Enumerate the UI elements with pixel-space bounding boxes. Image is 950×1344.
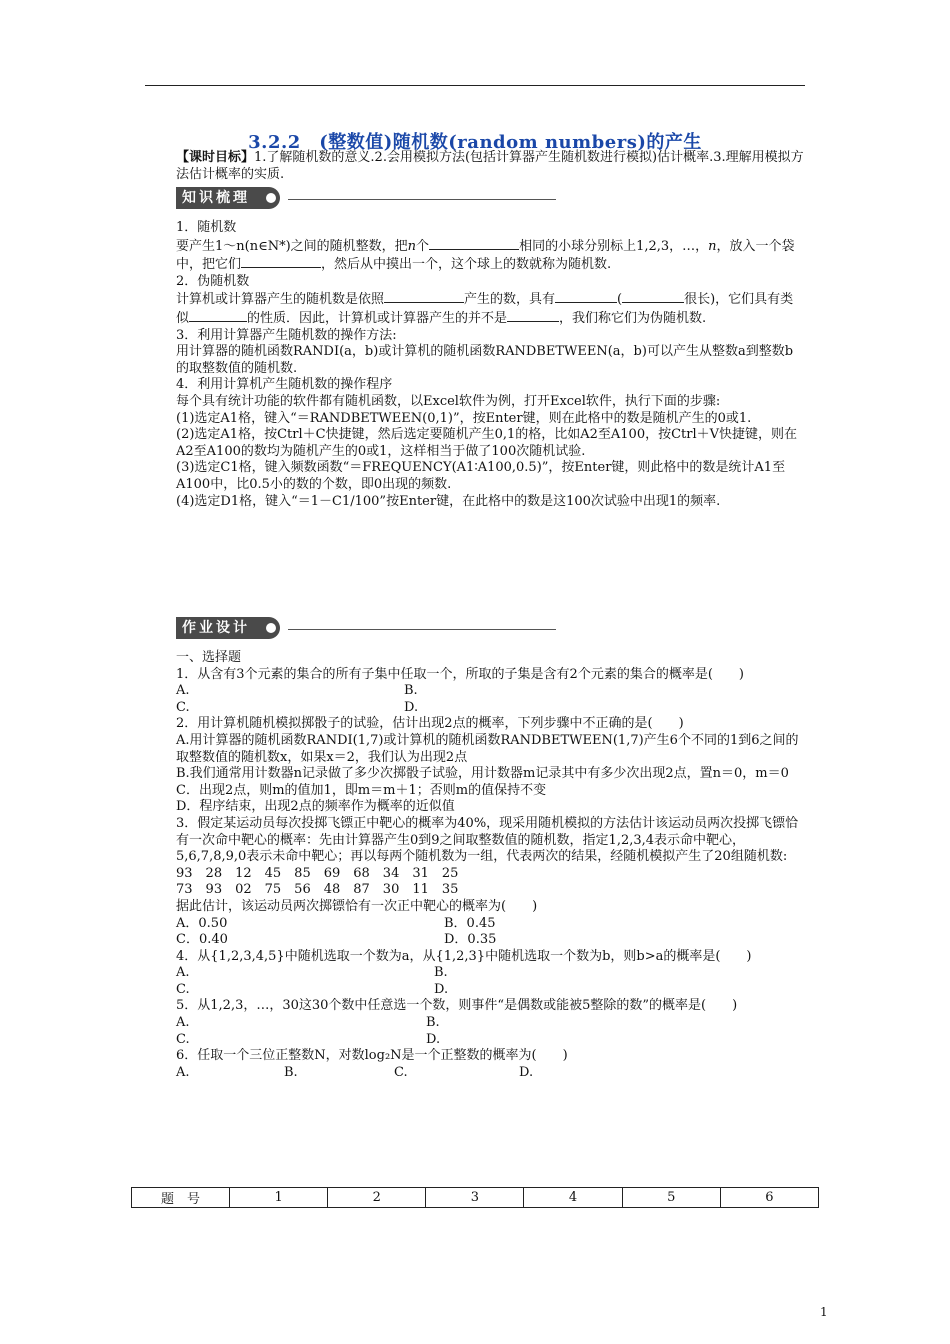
random-numbers-row-2: 73 93 02 75 56 48 87 30 11 35 [176,882,459,898]
part-heading: 一、选择题 [176,650,242,665]
question-4-options-ab: A. B. [176,965,448,981]
question-5: 5．从1,2,3，…，30这30个数中任意选一个数，则事件“是偶数或能被5整除的数”的概率是( ) [176,998,738,1014]
question-2-option-b: B.我们通常用计数器n记录做了多少次掷骰子试验，用计数器m记录其中有多少次出现2点，置n＝0，m＝0 [176,766,789,782]
k3-text: 用计算器的随机函数RANDI(a，b)或计算机的随机函数RANDBETWEEN(a，b)可以产生从整数a到整数b的取整数值的随机数. [176,344,794,376]
k4-head: 4．利用计算机产生随机数的操作程序 [176,377,393,393]
blank-line [507,309,559,322]
blank-line [241,255,321,268]
header-rule [145,85,805,86]
section-knowledge-header [176,187,556,209]
table-head-cell: 题 号 [132,1188,230,1208]
question-4: 4．从{1,2,3,4,5}中随机选取一个数为a，从{1,2,3}中随机选取一个数为b，则b>a的概率是( ) [176,948,752,964]
question-2-option-c: C．出现2点，则m的值加1，即m＝m＋1；否则m的值保持不变 [176,782,547,798]
random-numbers-row-1: 93 28 12 45 85 69 68 34 31 25 [176,865,459,881]
k4-step2: (2)选定A1格，按Ctrl＋C快捷键，然后选定要随机产生0,1的格，比如A2至A100，按Ctrl＋V快捷键，则在A2至A100的数均为随机产生的0或1，这样相当于做了100次随机试验. [176,427,798,459]
k1-head: 1．随机数 [176,220,237,235]
question-3-ask: 据此估计，该运动员两次掷镖恰有一次正中靶心的概率为( ) [176,898,538,914]
question-4-options-cd: C. D. [176,981,449,997]
k1-text: 要产生1～n(n∈N*)之间的随机整数，把n个 相同的小球分别标上1,2,3，…，n，放入一个袋中，把它们 ，然后从中摸出一个，这个球上的数就称为随机数. [176,238,795,273]
blank-line [384,290,464,303]
question-1-options-ab: A. B. [176,683,418,699]
page-title: 3.2.2 (整数值)随机数(random numbers)的产生 [248,132,702,153]
k4-step4: (4)选定D1格，键入“＝1－C1/100”按Enter键，在此格中的数是这100次试验中出现1的频率. [176,493,721,509]
blank-line [429,237,519,250]
table-cell: 6 [720,1188,818,1208]
bullet-icon [266,623,276,633]
section-rule [288,629,556,630]
k4-intro: 每个具有统计功能的软件都有随机函数，以Excel软件为例，打开Excel软件，执行下面的步骤: [176,393,721,409]
bullet-icon [266,193,276,203]
table-row [132,1188,819,1208]
question-3-options-ab: A．0.50 B．0.45 [176,915,496,931]
blank-line [189,309,247,322]
blank-line [622,290,684,303]
question-1: 1．从含有3个元素的集合的所有子集中任取一个，所取的子集是含有2个元素的集合的概率是( ) [176,666,744,682]
table-cell: 5 [622,1188,720,1208]
page-number: 1 [820,1305,828,1319]
table-cell: 1 [230,1188,328,1208]
question-2: 2．用计算机随机模拟掷骰子的试验，估计出现2点的概率，下列步骤中不正确的是( ) [176,716,684,732]
question-6-options: A. B. C. D. [176,1064,534,1080]
section-knowledge-label: 知识梳理 [176,187,280,209]
k2-text: 计算机或计算器产生的随机数是依照 产生的数，具有 ( 很长)，它们具有类似 的性质．因此，计算机或计算器产生的并不是 ，我们称它们为伪随机数. [176,292,794,326]
question-5-options-ab: A. B. [176,1015,440,1031]
question-1-options-cd: C. D. [176,699,419,715]
table-cell: 2 [328,1188,426,1208]
answer-table [131,1187,819,1208]
question-2-option-a: A.用计算器的随机函数RANDI(1,7)或计算机的随机函数RANDBETWEEN(1,7)产生6个不同的1到6之间的取整数值的随机数x，如果x＝2，我们认为出现2点 [176,732,799,765]
question-2-option-d: D．程序结束，出现2点的频率作为概率的近似值 [176,799,455,815]
question-6: 6．任取一个三位正整数N，对数log₂N是一个正整数的概率为( ) [176,1048,568,1064]
k4-step1: (1)选定A1格，键入“＝RANDBETWEEN(0,1)”，按Enter键，则在此格中的数是随机产生的0或1. [176,410,752,426]
section-homework-label: 作业设计 [176,617,280,639]
table-cell: 4 [524,1188,622,1208]
section-rule [288,199,556,200]
blank-line [555,290,617,303]
k4-step3: (3)选定C1格，键入频数函数“＝FREQUENCY(A1∶A100,0.5)”，按Enter键，则此格中的数是统计A1至A100中，比0.5小的数的个数，即0出现的频数. [176,460,786,492]
k3-head: 3．利用计算器产生随机数的操作方法: [176,327,397,343]
objectives-text: 1.了解随机数的意义.2.会用模拟方法(包括计算器产生随机数进行模拟)估计概率.3.理解用模拟方法估计概率的实质. [176,150,804,182]
homework-content [176,650,806,1081]
question-5-options-cd: C. D. [176,1031,441,1047]
question-3-options-cd: C．0.40 D．0.35 [176,932,497,948]
objectives [176,150,806,183]
objectives-label: 【课时目标】 [176,150,255,165]
table-cell: 3 [426,1188,524,1208]
section-homework-header [176,617,556,639]
knowledge-content [176,220,806,510]
question-3: 3．假定某运动员每次投掷飞镖正中靶心的概率为40%，现采用随机模拟的方法估计该运动员两次投掷飞镖恰有一次命中靶心的概率：先由计算器产生0到9之间取整数值的随机数，指定1,2,3,4表示命中靶心，5,6,7,8,9,0表示未命中靶心；再以每两个随机数为一组，代表两次的结果，经随机模拟产生了20组随机数: [176,815,799,865]
k2-head: 2．伪随机数 [176,273,250,289]
